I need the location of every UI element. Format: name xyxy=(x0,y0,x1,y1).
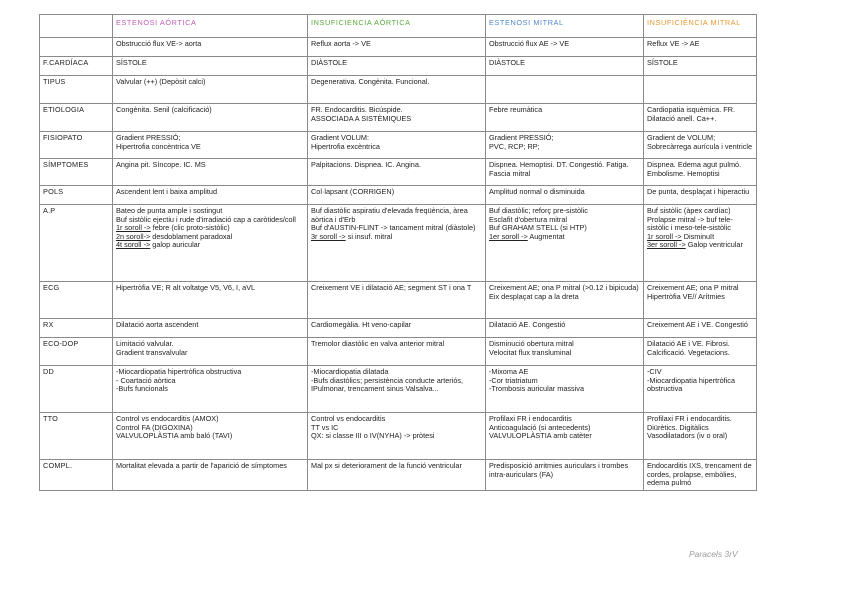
table-cell xyxy=(486,104,644,132)
column-header: INSUFICIENCIA AÓRTICA xyxy=(308,15,486,38)
cell-line: 3er soroll -> Galop ventricular xyxy=(647,240,743,250)
table-cell xyxy=(308,76,486,104)
table-row xyxy=(40,186,757,205)
row-label: ECO-DOP xyxy=(40,338,113,366)
row-label: ECG xyxy=(40,282,113,319)
cell-line: Buf sistòlic ejectiu i rude d'irradiació cap a caròtides/coll xyxy=(116,214,296,224)
cell-line: Buf diastòlic; reforç pre-sistòlic xyxy=(489,206,588,215)
table-cell xyxy=(644,338,757,366)
row-label: A.P xyxy=(40,205,113,282)
table-cell xyxy=(486,159,644,186)
cell-line: Cardiomegàlia. Ht veno-capilar xyxy=(311,320,412,329)
cell-line: Hipertròfia VE// Arítmies xyxy=(647,291,725,301)
cell-line: Cardiopatia isquèmica. FR. Dilatació anell. Ca++. xyxy=(647,105,736,123)
cell-line: Dispnea. Edema agut pulmó. Embolisme. Hemoptisi xyxy=(647,160,742,178)
cell-line: Tremolor diastòlic en valva anterior mitral xyxy=(311,339,445,348)
table-row xyxy=(40,460,757,491)
cell-line: Control vs endocarditis (AMOX) xyxy=(116,414,219,423)
table-cell xyxy=(486,38,644,57)
row-label: F.CARDÍACA xyxy=(40,57,113,76)
row-label: DD xyxy=(40,366,113,413)
row-label: POLS xyxy=(40,186,113,205)
table-cell xyxy=(308,38,486,57)
table-cell xyxy=(113,104,308,132)
cell-line: Palpitacions. Dispnea. IC. Angina. xyxy=(311,160,421,169)
cell-line: -CIV xyxy=(647,367,662,376)
cell-line: Degenerativa. Congènita. Funcional. xyxy=(311,77,430,86)
cell-line: Ascendent lent i baixa amplitud xyxy=(116,187,218,196)
cell-line: Dilatació aorta ascendent xyxy=(116,320,199,329)
table-row xyxy=(40,319,757,338)
cell-line: 1er soroll -> Augmentat xyxy=(489,231,565,241)
table-cell xyxy=(644,76,757,104)
cell-line: Creixement AE; ona P mitral xyxy=(647,283,739,292)
cell-line: Control vs endocarditis xyxy=(311,414,386,423)
row-label: ETIOLOGIA xyxy=(40,104,113,132)
cell-line: Profilaxi FR i endocarditis xyxy=(489,414,572,423)
table-row xyxy=(40,132,757,159)
cell-line: Prolapse mitral -> buf tele-sistòlic i meso-tele-sistòlic xyxy=(647,214,733,233)
cell-line: Hipertrofia excèntrica xyxy=(311,141,380,151)
corner-cell xyxy=(40,15,113,38)
cell-line: -Trombosis auricular massiva xyxy=(489,384,585,394)
cell-line: 1r soroll -> Disminuït xyxy=(647,231,715,241)
table-cell xyxy=(644,205,757,282)
column-header: ESTENOSI MITRAL xyxy=(486,15,644,38)
column-header: ESTENOSI AÓRTICA xyxy=(113,15,308,38)
cell-line: Gradient transvalvular xyxy=(116,347,188,357)
cell-line: PVC, RCP; RP; xyxy=(489,141,540,151)
cell-line: Col·lapsant (CORRIGEN) xyxy=(311,187,395,196)
table-cell xyxy=(308,319,486,338)
cell-line: SÍSTOLE xyxy=(116,58,147,67)
table-cell xyxy=(486,57,644,76)
cell-line: Creixement AE; ona P mitral (>0.12 i bipicuda) xyxy=(489,283,639,292)
cell-line: De punta, desplaçat i hiperactiu xyxy=(647,187,750,196)
table-cell xyxy=(486,76,644,104)
cell-line: -Bufs diastòlics; persistència conducte arteriós, IPulmonar, trencament sinus Valsalva... xyxy=(311,375,464,394)
valvulopathy-table xyxy=(39,14,757,491)
table-row xyxy=(40,338,757,366)
table-row xyxy=(40,38,757,57)
cell-line: Amplitud normal o disminuida xyxy=(489,187,585,196)
table-cell xyxy=(308,57,486,76)
cell-line: Valvular (++) (Depòsit calci) xyxy=(116,77,206,86)
cell-line: -Cor triatriatum xyxy=(489,375,538,385)
cell-line: Hipertròfia VE; R alt voltatge V5, V6, I, aVL xyxy=(116,283,256,292)
table-row xyxy=(40,57,757,76)
table-cell xyxy=(113,413,308,460)
table-cell xyxy=(308,338,486,366)
cell-line: Esclafit d'obertura mitral xyxy=(489,214,568,224)
row-label: SÍMPTOMES xyxy=(40,159,113,186)
table-row xyxy=(40,159,757,186)
cell-line: Diürètics. Digitàlics xyxy=(647,422,709,432)
table-cell xyxy=(113,282,308,319)
cell-line: 1r soroll -> febre (clic proto-sistòlic) xyxy=(116,223,230,233)
table-cell xyxy=(113,132,308,159)
table-cell xyxy=(644,38,757,57)
table-cell xyxy=(486,205,644,282)
cell-line: Gradient PRESSIÓ; xyxy=(489,133,554,142)
cell-line: Gradient de VOLUM; xyxy=(647,133,716,142)
table-cell xyxy=(644,57,757,76)
cell-line: Buf sistòlic (àpex cardíac) xyxy=(647,206,731,215)
cell-line: Profilaxi FR i endocarditis. xyxy=(647,414,732,423)
cell-line: Hipertrofia concèntrica VE xyxy=(116,141,201,151)
table-cell xyxy=(486,413,644,460)
cell-line: 4t soroll -> galop auricular xyxy=(116,240,201,250)
cell-line: Predisposició arritmies auriculars i trombes intra-auriculars (FA) xyxy=(489,461,629,479)
cell-line: Gradient VOLUM: xyxy=(311,133,369,142)
table-cell xyxy=(486,132,644,159)
cell-line: Congènita. Senil (calcificació) xyxy=(116,105,212,114)
table-cell xyxy=(113,366,308,413)
table-cell xyxy=(113,460,308,491)
cell-line: Velocitat flux transluminal xyxy=(489,347,572,357)
row-label: COMPL. xyxy=(40,460,113,491)
table-cell xyxy=(113,338,308,366)
cell-line: DIÀSTOLE xyxy=(311,58,347,67)
cell-line: TT vs IC xyxy=(311,422,339,432)
cell-line: Creixement VE i dilatació AE; segment ST i ona T xyxy=(311,283,472,292)
table-cell xyxy=(113,38,308,57)
cell-line: Angina pit. Síncope. IC. MS xyxy=(116,160,206,169)
table-cell xyxy=(644,319,757,338)
table-cell xyxy=(308,366,486,413)
table-cell xyxy=(308,460,486,491)
table-cell xyxy=(113,159,308,186)
cell-line: - Coartació aòrtica xyxy=(116,375,176,385)
table-cell xyxy=(308,282,486,319)
row-label: RX xyxy=(40,319,113,338)
cell-line: Buf d'AUSTIN-FLINT -> tancament mitral (diàstole) xyxy=(311,223,476,233)
cell-line: VALVULOPLÀSTIA amb baló (TAVI) xyxy=(116,431,233,441)
header-row xyxy=(40,15,757,38)
cell-line: Control FA (DIGOXINA) xyxy=(116,422,193,432)
cell-line: Obstrucció flux VE-> aorta xyxy=(116,39,202,48)
table-cell xyxy=(486,338,644,366)
row-label: TIPUS xyxy=(40,76,113,104)
cell-line: SÍSTOLE xyxy=(647,58,678,67)
table-cell xyxy=(486,366,644,413)
cell-line: FR. Endocarditis. Bicúspide. xyxy=(311,105,403,114)
table-cell xyxy=(113,319,308,338)
table-cell xyxy=(308,205,486,282)
cell-line: DIÀSTOLE xyxy=(489,58,525,67)
table-cell xyxy=(644,104,757,132)
table-cell xyxy=(308,159,486,186)
table-cell xyxy=(644,413,757,460)
cell-line: 2n soroll-> desdoblament paradoxal xyxy=(116,231,233,241)
cell-line: Anticoagulació (si antecedents) xyxy=(489,422,591,432)
table-cell xyxy=(644,460,757,491)
table-cell xyxy=(113,186,308,205)
cell-line: -Miocardiopatia hipertròfica obstructiva xyxy=(647,375,736,394)
table-cell xyxy=(113,57,308,76)
row-label: FISIOPATO xyxy=(40,132,113,159)
table-cell xyxy=(644,186,757,205)
cell-line: Disminució obertura mitral xyxy=(489,339,574,348)
table-cell xyxy=(644,282,757,319)
cell-line: ASSOCIADA A SISTÈMIQUES xyxy=(311,113,412,123)
cell-line: VALVULOPLÀSTIA amb catèter xyxy=(489,431,592,441)
cell-line: -Mixoma AE xyxy=(489,367,529,376)
table-row xyxy=(40,413,757,460)
table-row xyxy=(40,76,757,104)
table-cell xyxy=(644,132,757,159)
table-row xyxy=(40,282,757,319)
cell-line: -Miocardiopatia hipertròfica obstructiva xyxy=(116,367,242,376)
table-cell xyxy=(113,76,308,104)
row-label xyxy=(40,38,113,57)
cell-line: Mortalitat elevada a partir de l'aparició de símptomes xyxy=(116,461,287,470)
table-cell xyxy=(644,366,757,413)
table-cell xyxy=(644,159,757,186)
table-cell xyxy=(486,460,644,491)
table-cell xyxy=(486,282,644,319)
table-cell xyxy=(308,186,486,205)
cell-line: Endocarditis IXS, trencament de cordes, prolapse, embòlies, edema pulmó xyxy=(647,461,752,488)
cell-line: Dilatació AE. Congestió xyxy=(489,320,566,329)
cell-line: Dilatació AE i VE. Fibrosi. Calcificació. Vegetacions. xyxy=(647,339,730,357)
cell-line: Buf diastòlic aspiratiu d'elevada freqüència, àrea aòrtica i d'Erb xyxy=(311,206,468,224)
cell-line: Gradient PRESSIÓ; xyxy=(116,133,181,142)
cell-line: Buf GRAHAM STELL (si HTP) xyxy=(489,223,587,233)
cell-line: Reflux aorta -> VE xyxy=(311,39,371,48)
row-label: TTO xyxy=(40,413,113,460)
table-cell xyxy=(486,319,644,338)
table-cell xyxy=(308,132,486,159)
cell-line: 3r soroll -> si insuf. mitral xyxy=(311,231,393,241)
cell-line: Mal px si deteriorament de la funció ventricular xyxy=(311,461,462,470)
column-header: INSUFICIÈNCIA MITRAL xyxy=(644,15,757,38)
cell-line: Obstrucció flux AE -> VE xyxy=(489,39,570,48)
cell-line: Eix desplaçat cap a la dreta xyxy=(489,291,579,301)
table-row xyxy=(40,366,757,413)
cell-line: Sobrecàrrega aurícula i ventricle xyxy=(647,141,753,151)
cell-line: Febre reumàtica xyxy=(489,105,543,114)
table-cell xyxy=(486,186,644,205)
cell-line: -Miocardiopatia dilatada xyxy=(311,367,389,376)
cell-line: Limitació valvular. xyxy=(116,339,174,348)
cell-line: QX: si classe III o IV(NYHA) -> pròtesi xyxy=(311,431,435,441)
cell-line: -Bufs funcionals xyxy=(116,384,168,394)
table-cell xyxy=(308,104,486,132)
table-row xyxy=(40,104,757,132)
cell-line: Dispnea. Hemoptisi. DT. Congestió. Fatiga. Fascia mitral xyxy=(489,160,629,178)
cell-line: Creixement AE i VE. Congestió xyxy=(647,320,748,329)
table-cell xyxy=(113,205,308,282)
table-cell xyxy=(308,413,486,460)
author-credit: Paracels 3rV xyxy=(689,549,738,559)
table-row xyxy=(40,205,757,282)
cell-line: Bateo de punta ample i sostingut xyxy=(116,206,223,215)
cell-line: Vasodilatadors (iv o oral) xyxy=(647,431,728,441)
cell-line: Reflux VE -> AE xyxy=(647,39,700,48)
